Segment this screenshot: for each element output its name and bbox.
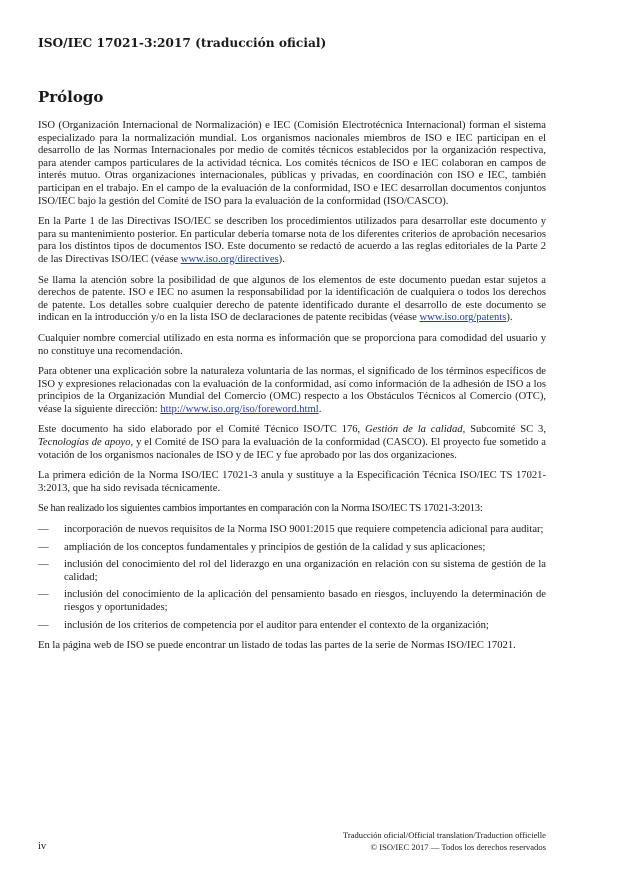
list-dash: — xyxy=(38,559,49,571)
committee-name: Gestión de la calidad, xyxy=(365,424,466,436)
changes-list xyxy=(38,524,546,632)
list-dash: — xyxy=(38,619,49,631)
subcommittee-name: Tecnologías de apoyo xyxy=(38,437,131,449)
paragraph-end: . xyxy=(318,403,322,415)
paragraph-text: , y el Comité de ISO para la evaluación de la conformidad (CASCO). El proyecto fue sometido a votación de los organismos nacionales de ISO y de IEC y fue aprobado por las dos organizaciones. xyxy=(38,437,546,461)
copyright-notice: © ISO/IEC 2017 — Todos los derechos reservados xyxy=(370,841,546,852)
translation-notice: Traducción oficial/Official translation/Traduction officielle xyxy=(342,830,546,840)
list-item-text: inclusión del conocimiento de la aplicación del pensamiento basado en riesgos, incluyendo la determinación de riesgos y oportunidades; xyxy=(64,589,546,613)
paragraph-intro: ISO (Organización Internacional de Normalización) e IEC (Comisión Electrotécnica Internacional) forman el sistema especializado para la normalización mundial. Los organismos nacionales miembros de ISO e IEC participan en el desarrollo de las Normas Internacionales por medio de comités técnicos establecidos por la organización respectiva, para atender campos particulares de la actividad técnica. Los comités técnicos de ISO e IEC colaboran en campos de interés mutuo. Otras organizaciones internacionales, públicas y privadas, en coordinación con ISO e IEC, también participan en el trabajo. En el campo de la evaluación de la conformidad, ISO e IEC desarrollan documentos conjuntos ISO/IEC bajo la gestión del Comité de ISO para la evaluación de la conformidad (ISO/CASCO). xyxy=(38,120,546,207)
paragraph-patents xyxy=(38,275,546,325)
list-item-text: inclusión de los criterios de competencia por el auditor para entender el contexto de la organización; xyxy=(64,619,489,631)
paragraph-committee xyxy=(38,424,546,462)
page-number: iv xyxy=(38,841,47,852)
patents-link[interactable]: www.iso.org/patents xyxy=(419,312,507,324)
paragraph-text: Para obtener una explicación sobre la naturaleza voluntaria de las normas, el significado de los términos específicos de ISO y expresiones relacionadas con la evaluación de la conformidad, así como información de la adhesión de ISO a los principios de la Organización Mundial del Comercio (OMC) respecto a los Obstáculos Técnicos al Comercio (OTC), véase la siguiente dirección: xyxy=(38,366,546,415)
paragraph-end: ). xyxy=(506,312,513,324)
list-dash: — xyxy=(38,524,49,536)
list-item-text: incorporación de nuevos requisitos de la Norma ISO 9001:2015 que requiere competencia adicional para auditar; xyxy=(64,524,544,536)
list-item xyxy=(38,524,546,537)
paragraph-trade-names: Cualquier nombre comercial utilizado en esta norma es información que se proporciona para comodidad del usuario y no constituye una recomendación. xyxy=(38,332,546,357)
document-header: ISO/IEC 17021-3:2017 (traducción oficial) xyxy=(38,36,327,50)
list-item-text: inclusión del conocimiento del rol del liderazgo en una organización en relación con su sistema de gestión de la calidad; xyxy=(64,559,546,583)
paragraph-text: Este documento ha sido elaborado por el Comité Técnico ISO/TC 176, xyxy=(38,424,366,436)
paragraph-directives xyxy=(38,216,546,266)
list-item xyxy=(38,589,546,614)
list-dash: — xyxy=(38,541,49,553)
list-item xyxy=(38,559,546,584)
paragraph-text: En la Parte 1 de las Directivas ISO/IEC se describen los procedimientos utilizados para desarrollar este documento y para su mantenimiento posterior. En particular debería tomarse nota de los diferentes criterios de aprobación necesarios para los distintos tipos de documentos ISO. Este documento se redactó de acuerdo a las reglas editoriales de la Parte 2 de las Directivas ISO/IEC (véase xyxy=(38,216,546,265)
footer-notice xyxy=(343,830,546,853)
list-item xyxy=(38,542,546,555)
paragraph-edition: La primera edición de la Norma ISO/IEC 17021-3 anula y sustituye a la Especificación Técnica ISO/IEC TS 17021-3:2013, que ha sido revisada técnicamente. xyxy=(38,470,546,494)
section-title: Prólogo xyxy=(38,88,104,106)
foreword-link[interactable]: http://www.iso.org/iso/foreword.html xyxy=(160,403,319,415)
list-item xyxy=(38,620,546,633)
foreword-body xyxy=(38,120,546,661)
directives-link[interactable]: www.iso.org/directives xyxy=(180,253,279,265)
paragraph-parts: En la página web de ISO se puede encontrar un listado de todas las partes de la serie de Normas ISO/IEC 17021. xyxy=(38,640,516,652)
paragraph-voluntary-nature xyxy=(38,366,546,416)
list-item-text: ampliación de los conceptos fundamentales y principios de gestión de la calidad y sus aplicaciones; xyxy=(64,541,486,553)
paragraph-end: ). xyxy=(278,253,285,265)
paragraph-text: Se llama la atención sobre la posibilidad de que algunos de los elementos de este documento puedan estar sujetos a derechos de patente. ISO e IEC no asumen la responsabilidad por la identificación de cualquiera o todos los derechos de patente. Los detalles sobre cualquier derecho de patente identificado durante el desarrollo de este documento se indican en la introducción y/o en la lista ISO de declaraciones de patente recibidas (véase xyxy=(38,274,546,324)
paragraph-text: Subcomité SC 3, xyxy=(465,424,546,436)
list-dash: — xyxy=(38,589,49,601)
paragraph-changes-intro: Se han realizado los siguientes cambios importantes en comparación con la Norma ISO/IEC TS 17021-3:2013: xyxy=(38,503,483,515)
